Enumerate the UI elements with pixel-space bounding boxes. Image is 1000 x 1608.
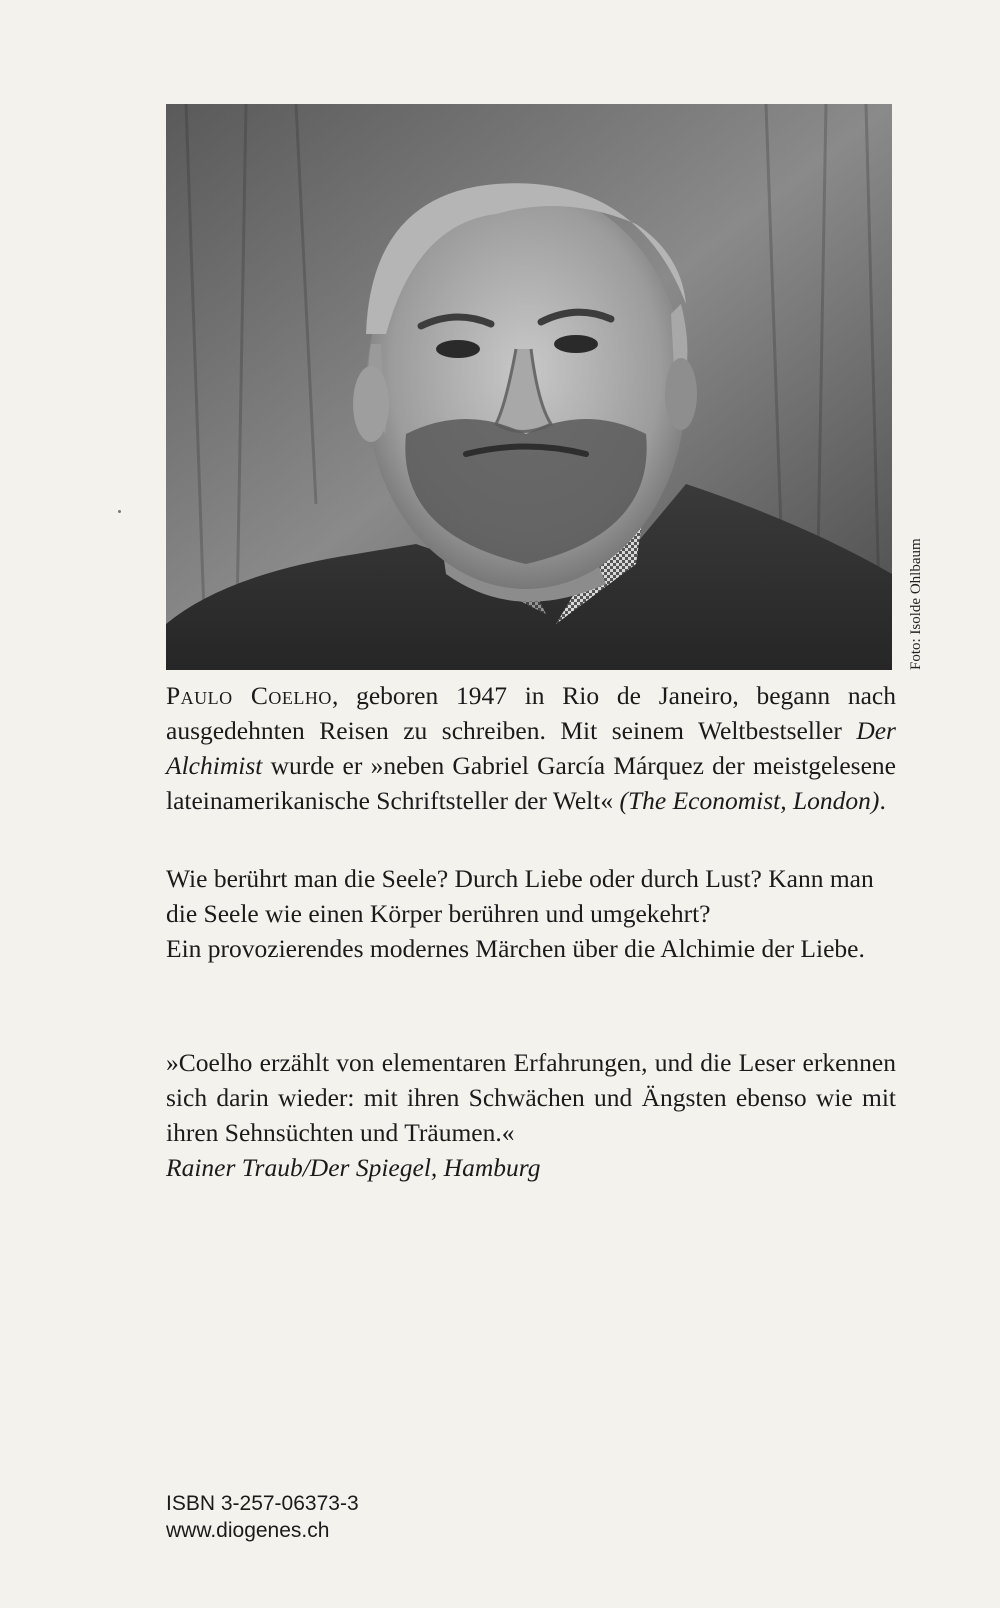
author-bio-paragraph [166, 678, 896, 818]
blurb-description: Ein provozierendes modernes Märchen über die Alchimie der Liebe. [166, 934, 865, 963]
review-quote [166, 1045, 896, 1185]
review-quote-text: »Coelho erzählt von elementaren Erfahrungen, und die Leser erkennen sich darin wieder: mit ihren Schwächen und Ängsten ebenso wie mit ihren Sehnsüchten und Träumen.« [166, 1048, 896, 1147]
publisher-website: www.diogenes.ch [166, 1519, 330, 1542]
bio-text-3: . [879, 786, 886, 815]
print-speck [118, 510, 121, 513]
author-name: Paulo Coelho [166, 681, 332, 710]
book-blurb [166, 861, 896, 966]
portrait-illustration [166, 104, 892, 670]
review-attribution: Rainer Traub/Der Spiegel, Hamburg [166, 1153, 541, 1182]
author-bio [166, 678, 896, 818]
back-matter [166, 1490, 359, 1544]
bio-text-1: , geboren 1947 in Rio de Janeiro, begann nach ausgedehnten Reisen zu schreiben. Mit seinem Weltbestseller [166, 681, 896, 745]
photo-credit: Foto: Isolde Ohlbaum [908, 538, 924, 670]
isbn-number: ISBN 3-257-06373-3 [166, 1492, 359, 1515]
author-portrait-photo [166, 104, 892, 670]
quote-source: (The Economist, London) [619, 786, 880, 815]
blurb-question: Wie berührt man die Seele? Durch Liebe oder durch Lust? Kann man die Seele wie einen Körper berühren und umgekehrt? [166, 864, 874, 928]
book-title: Der Alchimist [166, 716, 896, 780]
bio-text-2: wurde er »neben Gabriel García Márquez der meistgelesene lateinamerikanische Schriftsteller der Welt« [166, 751, 896, 815]
